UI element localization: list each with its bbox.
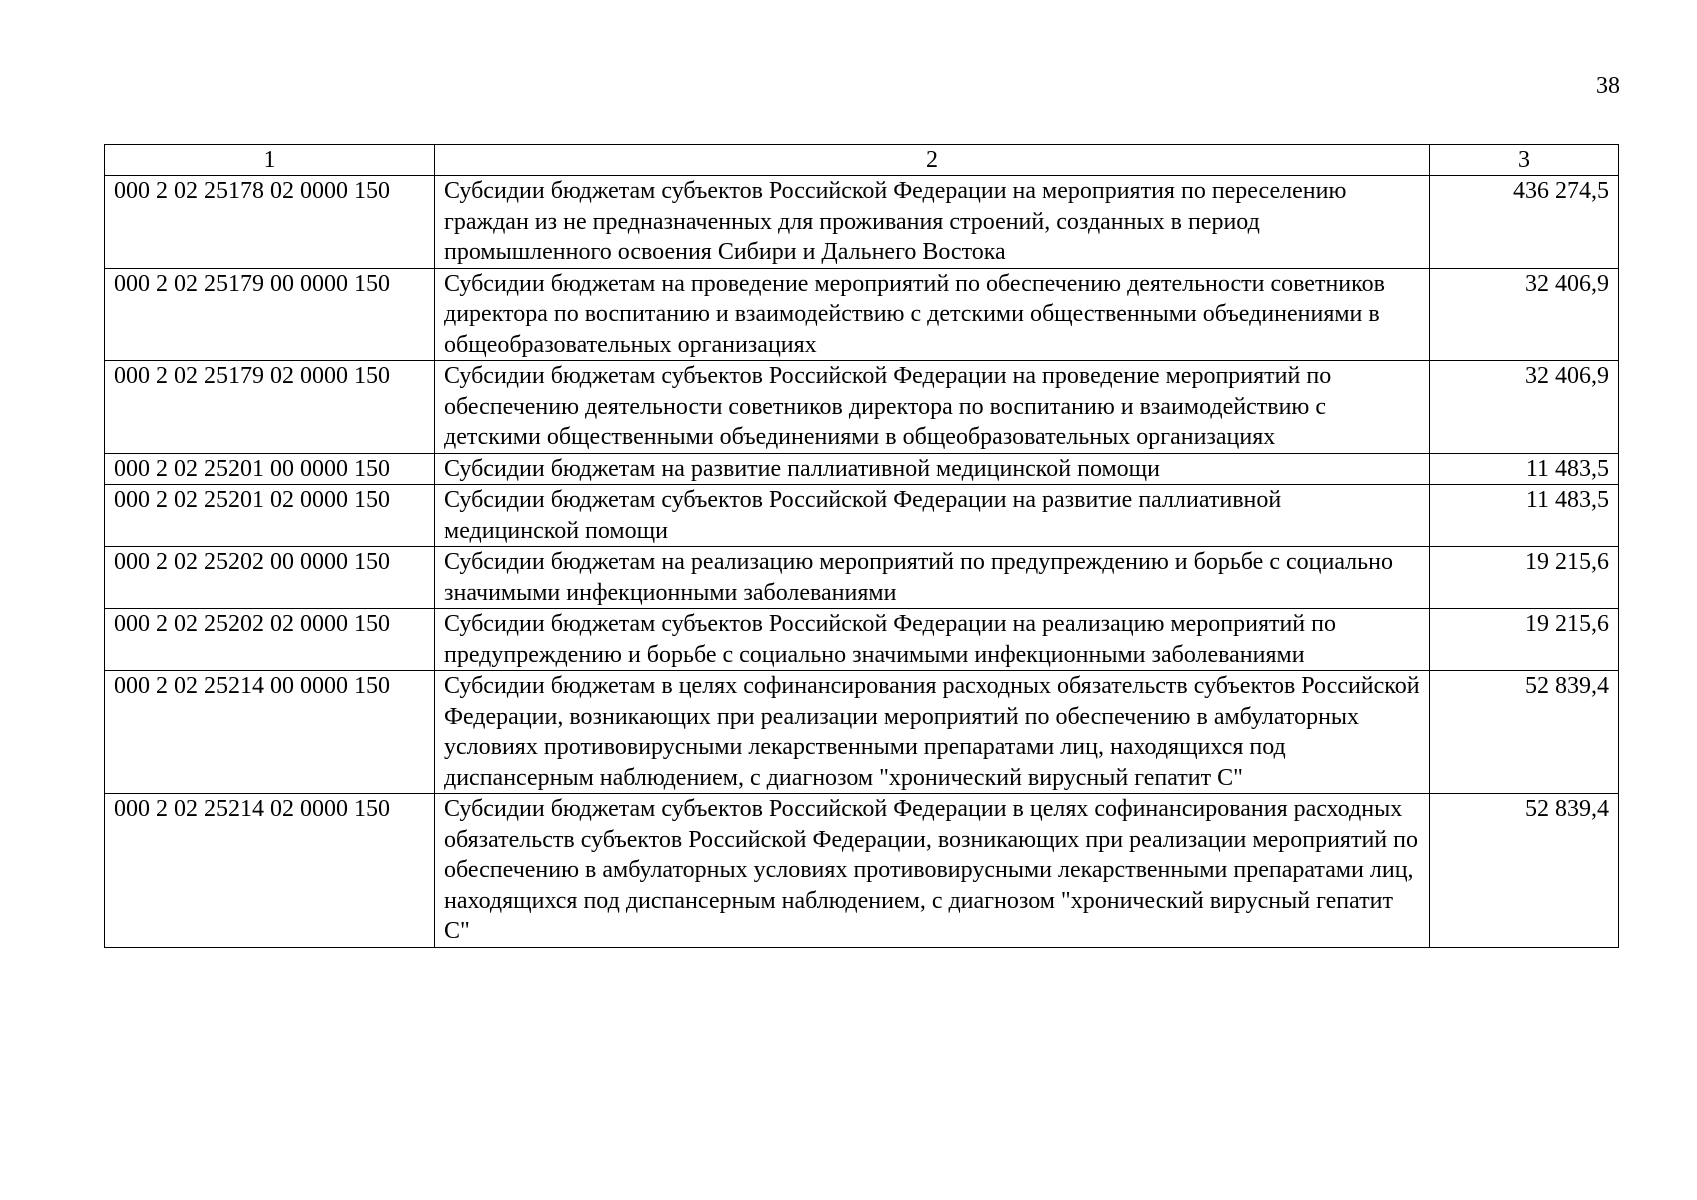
table-row [105, 547, 1619, 609]
budget-table [104, 144, 1619, 948]
row-code: 000 2 02 25202 00 0000 150 [105, 547, 435, 609]
row-description: Субсидии бюджетам субъектов Российской Федерации на развитие паллиативной медицинской помощи [435, 485, 1430, 547]
row-amount: 52 839,4 [1430, 671, 1619, 794]
table-row [105, 609, 1619, 671]
row-description: Субсидии бюджетам на реализацию мероприятий по предупреждению и борьбе с социально значимыми инфекционными заболеваниями [435, 547, 1430, 609]
row-amount: 52 839,4 [1430, 794, 1619, 948]
table-row [105, 453, 1619, 485]
row-amount: 11 483,5 [1430, 485, 1619, 547]
table-row [105, 176, 1619, 269]
row-code: 000 2 02 25214 02 0000 150 [105, 794, 435, 948]
row-description: Субсидии бюджетам на развитие паллиативной медицинской помощи [435, 453, 1430, 485]
row-code: 000 2 02 25202 02 0000 150 [105, 609, 435, 671]
table-header-row [105, 145, 1619, 176]
table-row [105, 361, 1619, 454]
row-description: Субсидии бюджетам в целях софинансирования расходных обязательств субъектов Российской Федерации, возникающих при реализации мероприятий по обеспечению в амбулаторных условиях противовирусными лекарственными препаратами лиц, находящихся под диспансерным наблюдением, с диагнозом "хронический вирусный гепатит С" [435, 671, 1430, 794]
page-number: 38 [1596, 73, 1620, 99]
row-amount: 32 406,9 [1430, 268, 1619, 361]
row-description: Субсидии бюджетам субъектов Российской Федерации на реализацию мероприятий по предупреждению и борьбе с социально значимыми инфекционными заболеваниями [435, 609, 1430, 671]
row-code: 000 2 02 25214 00 0000 150 [105, 671, 435, 794]
row-amount: 19 215,6 [1430, 609, 1619, 671]
row-description: Субсидии бюджетам субъектов Российской Федерации на мероприятия по переселению граждан из не предназначенных для проживания строений, созданных в период промышленного освоения Сибири и Дальнего Востока [435, 176, 1430, 269]
row-description: Субсидии бюджетам субъектов Российской Федерации в целях софинансирования расходных обязательств субъектов Российской Федерации, возникающих при реализации мероприятий по обеспечению в амбулаторных условиях противовирусными лекарственными препаратами лиц, находящихся под диспансерным наблюдением, с диагнозом "хронический вирусный гепатит С" [435, 794, 1430, 948]
row-description: Субсидии бюджетам субъектов Российской Федерации на проведение мероприятий по обеспечению деятельности советников директора по воспитанию и взаимодействию с детскими общественными объединениями в общеобразовательных организациях [435, 361, 1430, 454]
row-amount: 436 274,5 [1430, 176, 1619, 269]
row-code: 000 2 02 25201 00 0000 150 [105, 453, 435, 485]
row-code: 000 2 02 25178 02 0000 150 [105, 176, 435, 269]
row-code: 000 2 02 25179 00 0000 150 [105, 268, 435, 361]
row-amount: 11 483,5 [1430, 453, 1619, 485]
row-code: 000 2 02 25201 02 0000 150 [105, 485, 435, 547]
column-header-amount: 3 [1430, 145, 1619, 176]
row-amount: 19 215,6 [1430, 547, 1619, 609]
row-description: Субсидии бюджетам на проведение мероприятий по обеспечению деятельности советников директора по воспитанию и взаимодействию с детскими общественными объединениями в общеобразовательных организациях [435, 268, 1430, 361]
table-row [105, 671, 1619, 794]
table-row [105, 485, 1619, 547]
table-row [105, 794, 1619, 948]
table-row [105, 268, 1619, 361]
column-header-description: 2 [435, 145, 1430, 176]
row-amount: 32 406,9 [1430, 361, 1619, 454]
column-header-code: 1 [105, 145, 435, 176]
row-code: 000 2 02 25179 02 0000 150 [105, 361, 435, 454]
